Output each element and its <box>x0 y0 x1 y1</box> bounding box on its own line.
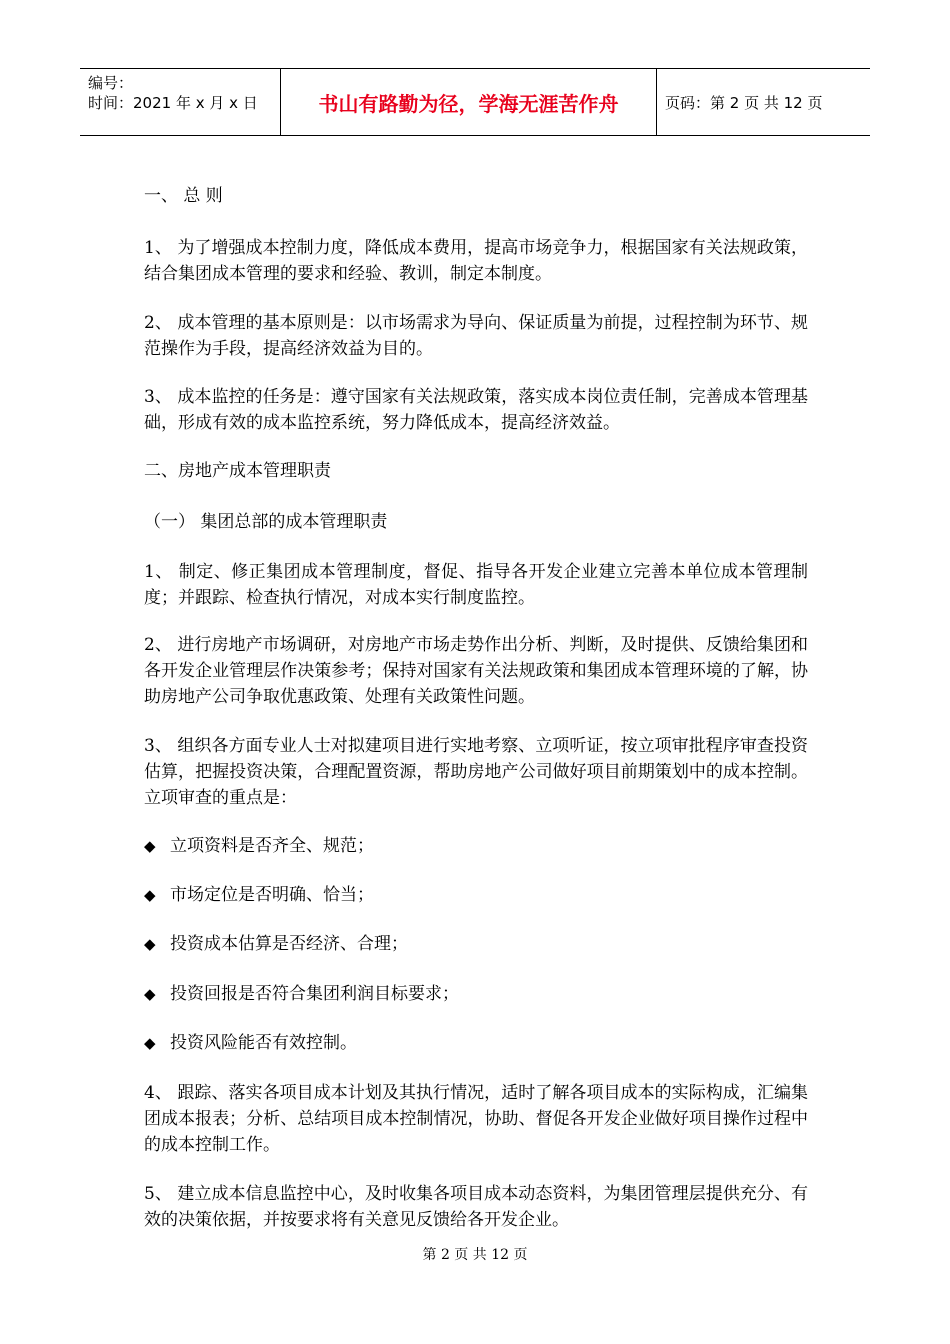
paragraph: 1、 制定、修正集团成本管理制度，督促、指导各开发企业建立完善本单位成本管理制度；并跟踪、检查执行情况，对成本实行制度监控。 <box>144 562 808 608</box>
header-motto: 书山有路勤为径，学海无涯苦作舟 <box>281 69 657 135</box>
document-time-label: 时间：2021 年 x 月 x 日 <box>88 94 258 112</box>
header-page-info: 页码：第 2 页 共 12 页 <box>665 93 823 112</box>
bullet-item <box>144 833 808 859</box>
bullet-item <box>144 981 808 1007</box>
paragraph: 1、 为了增强成本控制力度，降低成本费用，提高市场竞争力，根据国家有关法规政策，结合集团成本管理的要求和经验、教训，制定本制度。 <box>144 238 808 284</box>
subsection-heading: （一） 集团总部的成本管理职责 <box>144 512 388 532</box>
paragraph: 3、 成本监控的任务是：遵守国家有关法规政策，落实成本岗位责任制，完善成本管理基础，形成有效的成本监控系统，努力降低成本，提高经济效益。 <box>144 387 808 433</box>
page-header <box>80 68 870 136</box>
diamond-bullet-icon: ◆ <box>144 1034 156 1052</box>
section-heading-general: 一、 总 则 <box>144 186 223 206</box>
bullet-item <box>144 882 808 908</box>
diamond-bullet-icon: ◆ <box>144 886 156 904</box>
diamond-bullet-icon: ◆ <box>144 935 156 953</box>
bullet-item <box>144 931 808 957</box>
paragraph: 5、 建立成本信息监控中心，及时收集各项目成本动态资料，为集团管理层提供充分、有效的决策依据，并按要求将有关意见反馈给各开发企业。 <box>144 1184 808 1230</box>
paragraph: 2、 进行房地产市场调研，对房地产市场走势作出分析、判断，及时提供、反馈给集团和各开发企业管理层作决策参考；保持对国家有关法规政策和集团成本管理环境的了解，协助房地产公司争取优惠政策、处理有关政策性问题。 <box>144 635 808 707</box>
page-footer: 第 2 页 共 12 页 <box>422 1247 528 1263</box>
bullet-text: 投资成本估算是否经济、合理； <box>170 934 408 954</box>
diamond-bullet-icon: ◆ <box>144 837 156 855</box>
bullet-item <box>144 1030 808 1056</box>
paragraph: 2、 成本管理的基本原则是：以市场需求为导向、保证质量为前提，过程控制为环节、规范操作为手段，提高经济效益为目的。 <box>144 313 808 359</box>
diamond-bullet-icon: ◆ <box>144 985 156 1003</box>
section-heading-responsibilities: 二、房地产成本管理职责 <box>144 461 331 481</box>
bullet-text: 投资风险能否有效控制。 <box>170 1033 357 1053</box>
header-meta <box>80 69 281 135</box>
paragraph: 4、 跟踪、落实各项目成本计划及其执行情况，适时了解各项目成本的实际构成，汇编集团成本报表；分析、总结项目成本控制情况，协助、督促各开发企业做好项目操作过程中的成本控制工作。 <box>144 1083 808 1155</box>
bullet-text: 投资回报是否符合集团利润目标要求； <box>170 984 459 1004</box>
paragraph: 3、 组织各方面专业人士对拟建项目进行实地考察、立项听证，按立项审批程序审查投资估算，把握投资决策，合理配置资源，帮助房地产公司做好项目前期策划中的成本控制。立项审查的重点是： <box>144 736 808 808</box>
bullet-text: 市场定位是否明确、恰当； <box>170 885 374 905</box>
document-number-label: 编号： <box>88 74 134 92</box>
bullet-text: 立项资料是否齐全、规范； <box>170 836 374 856</box>
